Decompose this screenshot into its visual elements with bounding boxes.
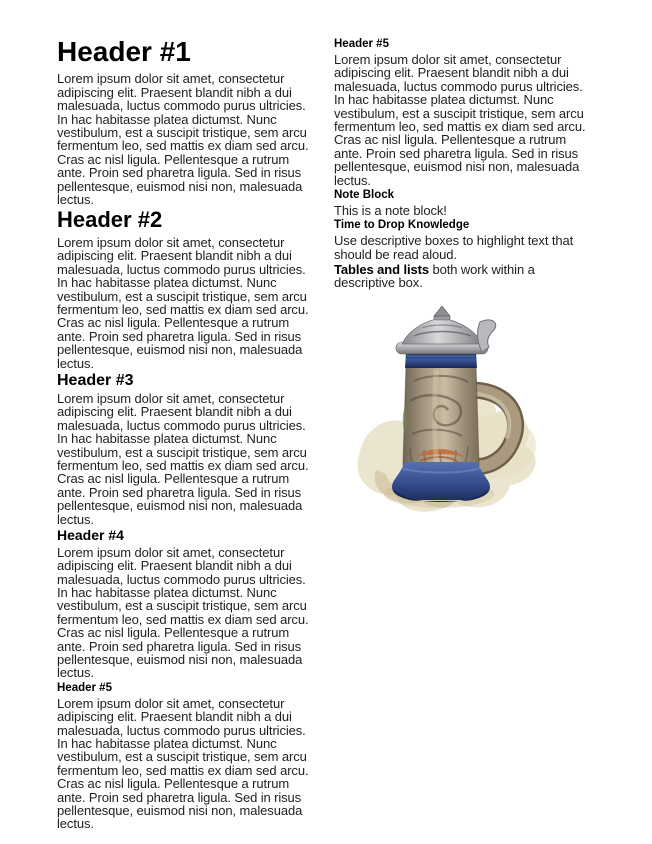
stein-body — [403, 366, 479, 478]
left-column — [57, 36, 310, 844]
heading-1: Header #1 — [57, 36, 191, 67]
heading-5: Header #5 — [57, 681, 112, 694]
knowledge-title: Time to Drop Knowledge — [334, 219, 470, 232]
lorem-paragraph-5: Lorem ipsum dolor sit amet, consectetur adipiscing elit. Praesent blandit nibh a dui malesuada, luctus commodo purus ultricies. In hac habitasse platea dictumst. Nunc vestibulum, est a suscipit tristique, sem arcu fermentum leo, sed mattis ex diam sed arcu. Cras ac nisl ligula. Pellentesque a rutrum ante. Proin sed pharetra ligula. Sed in risus pellentesque, euismod nisi non, malesuada lectus. — [57, 695, 309, 832]
lorem-paragraph-2: Lorem ipsum dolor sit amet, consectetur adipiscing elit. Praesent blandit nibh a dui malesuada, luctus commodo purus ultricies. In hac habitasse platea dictumst. Nunc vestibulum, est a suscipit tristique, sem arcu fermentum leo, sed mattis ex diam sed arcu. Cras ac nisl ligula. Pellentesque a rutrum ante. Proin sed pharetra ligula. Sed in risus pellentesque, euismod nisi non, malesuada lectus. — [57, 235, 309, 371]
beer-stein-illustration — [344, 306, 544, 526]
note-block-text: This is a note block! — [334, 202, 447, 218]
tables-note — [334, 263, 587, 290]
stein-thumb-lever — [478, 320, 496, 352]
right-column — [334, 36, 587, 844]
heading-4: Header #4 — [57, 527, 124, 544]
heading-5-right: Header #5 — [334, 38, 389, 50]
lorem-paragraph-3: Lorem ipsum dolor sit amet, consectetur adipiscing elit. Praesent blandit nibh a dui malesuada, luctus commodo purus ultricies. In hac habitasse platea dictumst. Nunc vestibulum, est a suscipit tristique, sem arcu fermentum leo, sed mattis ex diam sed arcu. Cras ac nisl ligula. Pellentesque a rutrum ante. Proin sed pharetra ligula. Sed in risus pellentesque, euismod nisi non, malesuada lectus. — [57, 391, 309, 527]
lorem-paragraph-4: Lorem ipsum dolor sit amet, consectetur adipiscing elit. Praesent blandit nibh a dui malesuada, luctus commodo purus ultricies. In hac habitasse platea dictumst. Nunc vestibulum, est a suscipit tristique, sem arcu fermentum leo, sed mattis ex diam sed arcu. Cras ac nisl ligula. Pellentesque a rutrum ante. Proin sed pharetra ligula. Sed in risus pellentesque, euismod nisi non, malesuada lectus. — [57, 544, 309, 681]
tables-note-bold: Tables and lists — [334, 261, 429, 277]
note-block-title: Note Block — [334, 188, 395, 201]
heading-2: Header #2 — [57, 207, 163, 233]
stein-top-band — [405, 352, 477, 368]
stein-lid — [402, 306, 482, 344]
lorem-paragraph-6: Lorem ipsum dolor sit amet, consectetur adipiscing elit. Praesent blandit nibh a dui malesuada, luctus commodo purus ultricies. In hac habitasse platea dictumst. Nunc vestibulum, est a suscipit tristique, sem arcu fermentum leo, sed mattis ex diam sed arcu. Cras ac nisl ligula. Pellentesque a rutrum ante. Proin sed pharetra ligula. Sed in risus pellentesque, euismod nisi non, malesuada lectus. — [334, 51, 586, 188]
tables-note-rest: both work within a descriptive box. — [334, 261, 535, 291]
heading-3: Header #3 — [57, 372, 134, 390]
knowledge-text: Use descriptive boxes to highlight text that should be read aloud. — [334, 233, 574, 262]
lorem-paragraph-1: Lorem ipsum dolor sit amet, consectetur adipiscing elit. Praesent blandit nibh a dui malesuada, luctus commodo purus ultricies. In hac habitasse platea dictumst. Nunc vestibulum, est a suscipit tristique, sem arcu fermentum leo, sed mattis ex diam sed arcu. Cras ac nisl ligula. Pellentesque a rutrum ante. Proin sed pharetra ligula. Sed in risus pellentesque, euismod nisi non, malesuada lectus. — [57, 71, 309, 208]
illustration-container — [344, 306, 587, 531]
stein-finial — [434, 306, 450, 316]
stein-base — [392, 462, 490, 502]
